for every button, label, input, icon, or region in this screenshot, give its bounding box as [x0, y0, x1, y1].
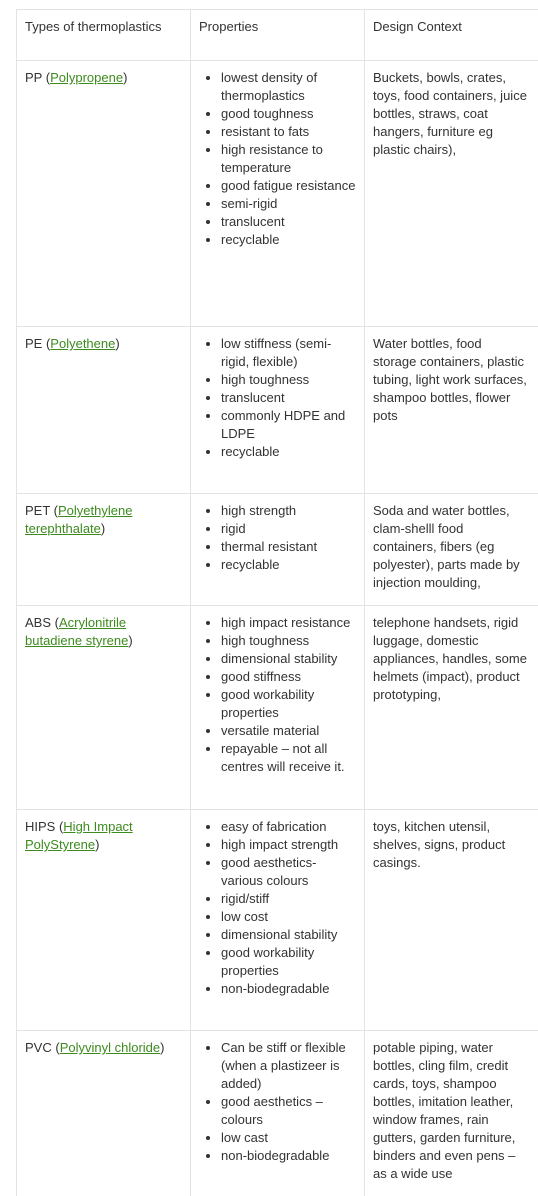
- property-item: • repayable – not all centres will receive it.: [221, 740, 356, 776]
- plastic-name-link[interactable]: Acrylonitrile butadiene styrene: [25, 615, 129, 648]
- property-item: • good workability properties: [221, 686, 356, 722]
- design-context-text: Buckets, bowls, crates, toys, food containers, juice bottles, straws, coat hangers, furniture eg plastic chairs),: [373, 70, 527, 157]
- property-item: • good toughness: [221, 105, 356, 123]
- property-item: • rigid: [221, 520, 356, 538]
- property-item: • low cost: [221, 908, 356, 926]
- table-row: [17, 61, 538, 327]
- property-item: • non-biodegradable: [221, 980, 356, 998]
- property-item: • recyclable: [221, 556, 356, 574]
- property-item: • high toughness: [221, 371, 356, 389]
- design-context-cell: [365, 810, 538, 1031]
- property-item: • high impact strength: [221, 836, 356, 854]
- type-cell: HIPS (High Impact PolyStyrene): [17, 810, 191, 1031]
- property-item: • translucent: [221, 213, 356, 231]
- property-item: • high impact resistance: [221, 614, 356, 632]
- properties-cell: [191, 61, 365, 327]
- design-context-text: telephone handsets, rigid luggage, domestic appliances, handles, some helmets (impact), product prototyping,: [373, 615, 527, 702]
- plastic-name-link[interactable]: Polyvinyl chloride: [59, 1040, 161, 1055]
- type-cell: PVC (Polyvinyl chloride): [17, 1031, 191, 1196]
- plastic-name-link[interactable]: Polyethylene terephthalate: [25, 503, 133, 536]
- property-item: • low cast: [221, 1129, 356, 1147]
- property-item: • good fatigue resistance: [221, 177, 356, 195]
- plastic-abbreviation: PE: [25, 336, 43, 351]
- property-item: • recyclable: [221, 231, 356, 249]
- plastic-name-link[interactable]: Polyethene: [50, 336, 116, 351]
- design-context-cell: [365, 606, 538, 810]
- type-cell: PE (Polyethene): [17, 327, 191, 494]
- properties-list: [199, 69, 356, 249]
- property-item: • resistant to fats: [221, 123, 356, 141]
- property-item: • dimensional stability: [221, 650, 356, 668]
- plastic-name-link[interactable]: Polypropene: [50, 70, 124, 85]
- property-item: • good aesthetics – colours: [221, 1093, 356, 1129]
- design-context-text: Soda and water bottles, clam-shelll food containers, fibers (eg polyester), parts made by injection moulding,: [373, 503, 520, 590]
- property-item: • dimensional stability: [221, 926, 356, 944]
- property-item: • non-biodegradable: [221, 1147, 356, 1165]
- thermoplastics-table: [16, 9, 538, 1196]
- plastic-abbreviation: HIPS: [25, 819, 56, 834]
- property-item: • high resistance to temperature: [221, 141, 356, 177]
- design-context-cell: [365, 494, 538, 606]
- plastic-abbreviation: PET: [25, 503, 51, 518]
- property-item: • commonly HDPE and LDPE: [221, 407, 356, 443]
- properties-list: [199, 818, 356, 998]
- properties-cell: [191, 327, 365, 494]
- property-item: • versatile material: [221, 722, 356, 740]
- properties-list: [199, 502, 356, 574]
- property-item: • good stiffness: [221, 668, 356, 686]
- property-item: • translucent: [221, 389, 356, 407]
- plastic-abbreviation: ABS: [25, 615, 52, 630]
- property-item: • good aesthetics-various colours: [221, 854, 356, 890]
- design-context-text: toys, kitchen utensil, shelves, signs, product casings.: [373, 819, 506, 870]
- properties-list: [199, 614, 356, 776]
- design-context-cell: [365, 1031, 538, 1196]
- header-types: Types of thermoplastics: [17, 10, 191, 61]
- property-item: • high strength: [221, 502, 356, 520]
- table-row: [17, 494, 538, 606]
- property-item: • low stiffness (semi-rigid, flexible): [221, 335, 356, 371]
- property-item: • lowest density of thermoplastics: [221, 69, 356, 105]
- property-item: • easy of fabrication: [221, 818, 356, 836]
- property-item: • good workability properties: [221, 944, 356, 980]
- design-context-cell: [365, 327, 538, 494]
- design-context-text: Water bottles, food storage containers, plastic tubing, light work surfaces, shampoo bottles, flower pots: [373, 336, 527, 423]
- property-item: • Can be stiff or flexible (when a plastizeer is added): [221, 1039, 356, 1093]
- plastic-abbreviation: PP: [25, 70, 43, 85]
- table-body: [17, 61, 538, 1196]
- properties-cell: [191, 810, 365, 1031]
- property-item: • recyclable: [221, 443, 356, 461]
- type-cell: PP (Polypropene): [17, 61, 191, 327]
- properties-cell: [191, 606, 365, 810]
- property-item: • rigid/stiff: [221, 890, 356, 908]
- property-item: • thermal resistant: [221, 538, 356, 556]
- table-row: [17, 810, 538, 1031]
- design-context-text: potable piping, water bottles, cling film, credit cards, toys, shampoo bottles, imitation leather, window frames, rain gutters, garden furniture, binders and even pens – as a wide use: [373, 1040, 516, 1181]
- plastic-abbreviation: PVC: [25, 1040, 52, 1055]
- properties-list: [199, 1039, 356, 1165]
- property-item: • semi-rigid: [221, 195, 356, 213]
- type-cell: ABS (Acrylonitrile butadiene styrene): [17, 606, 191, 810]
- property-item: • high toughness: [221, 632, 356, 650]
- design-context-cell: [365, 61, 538, 327]
- table-row: [17, 1031, 538, 1196]
- properties-list: [199, 335, 356, 461]
- header-properties: Properties: [191, 10, 365, 61]
- properties-cell: [191, 1031, 365, 1196]
- properties-cell: [191, 494, 365, 606]
- table-row: [17, 606, 538, 810]
- header-design-context: Design Context: [365, 10, 538, 61]
- plastic-name-link[interactable]: High Impact PolyStyrene: [25, 819, 133, 852]
- table-row: [17, 327, 538, 494]
- type-cell: PET (Polyethylene terephthalate): [17, 494, 191, 606]
- header-row: [17, 10, 538, 61]
